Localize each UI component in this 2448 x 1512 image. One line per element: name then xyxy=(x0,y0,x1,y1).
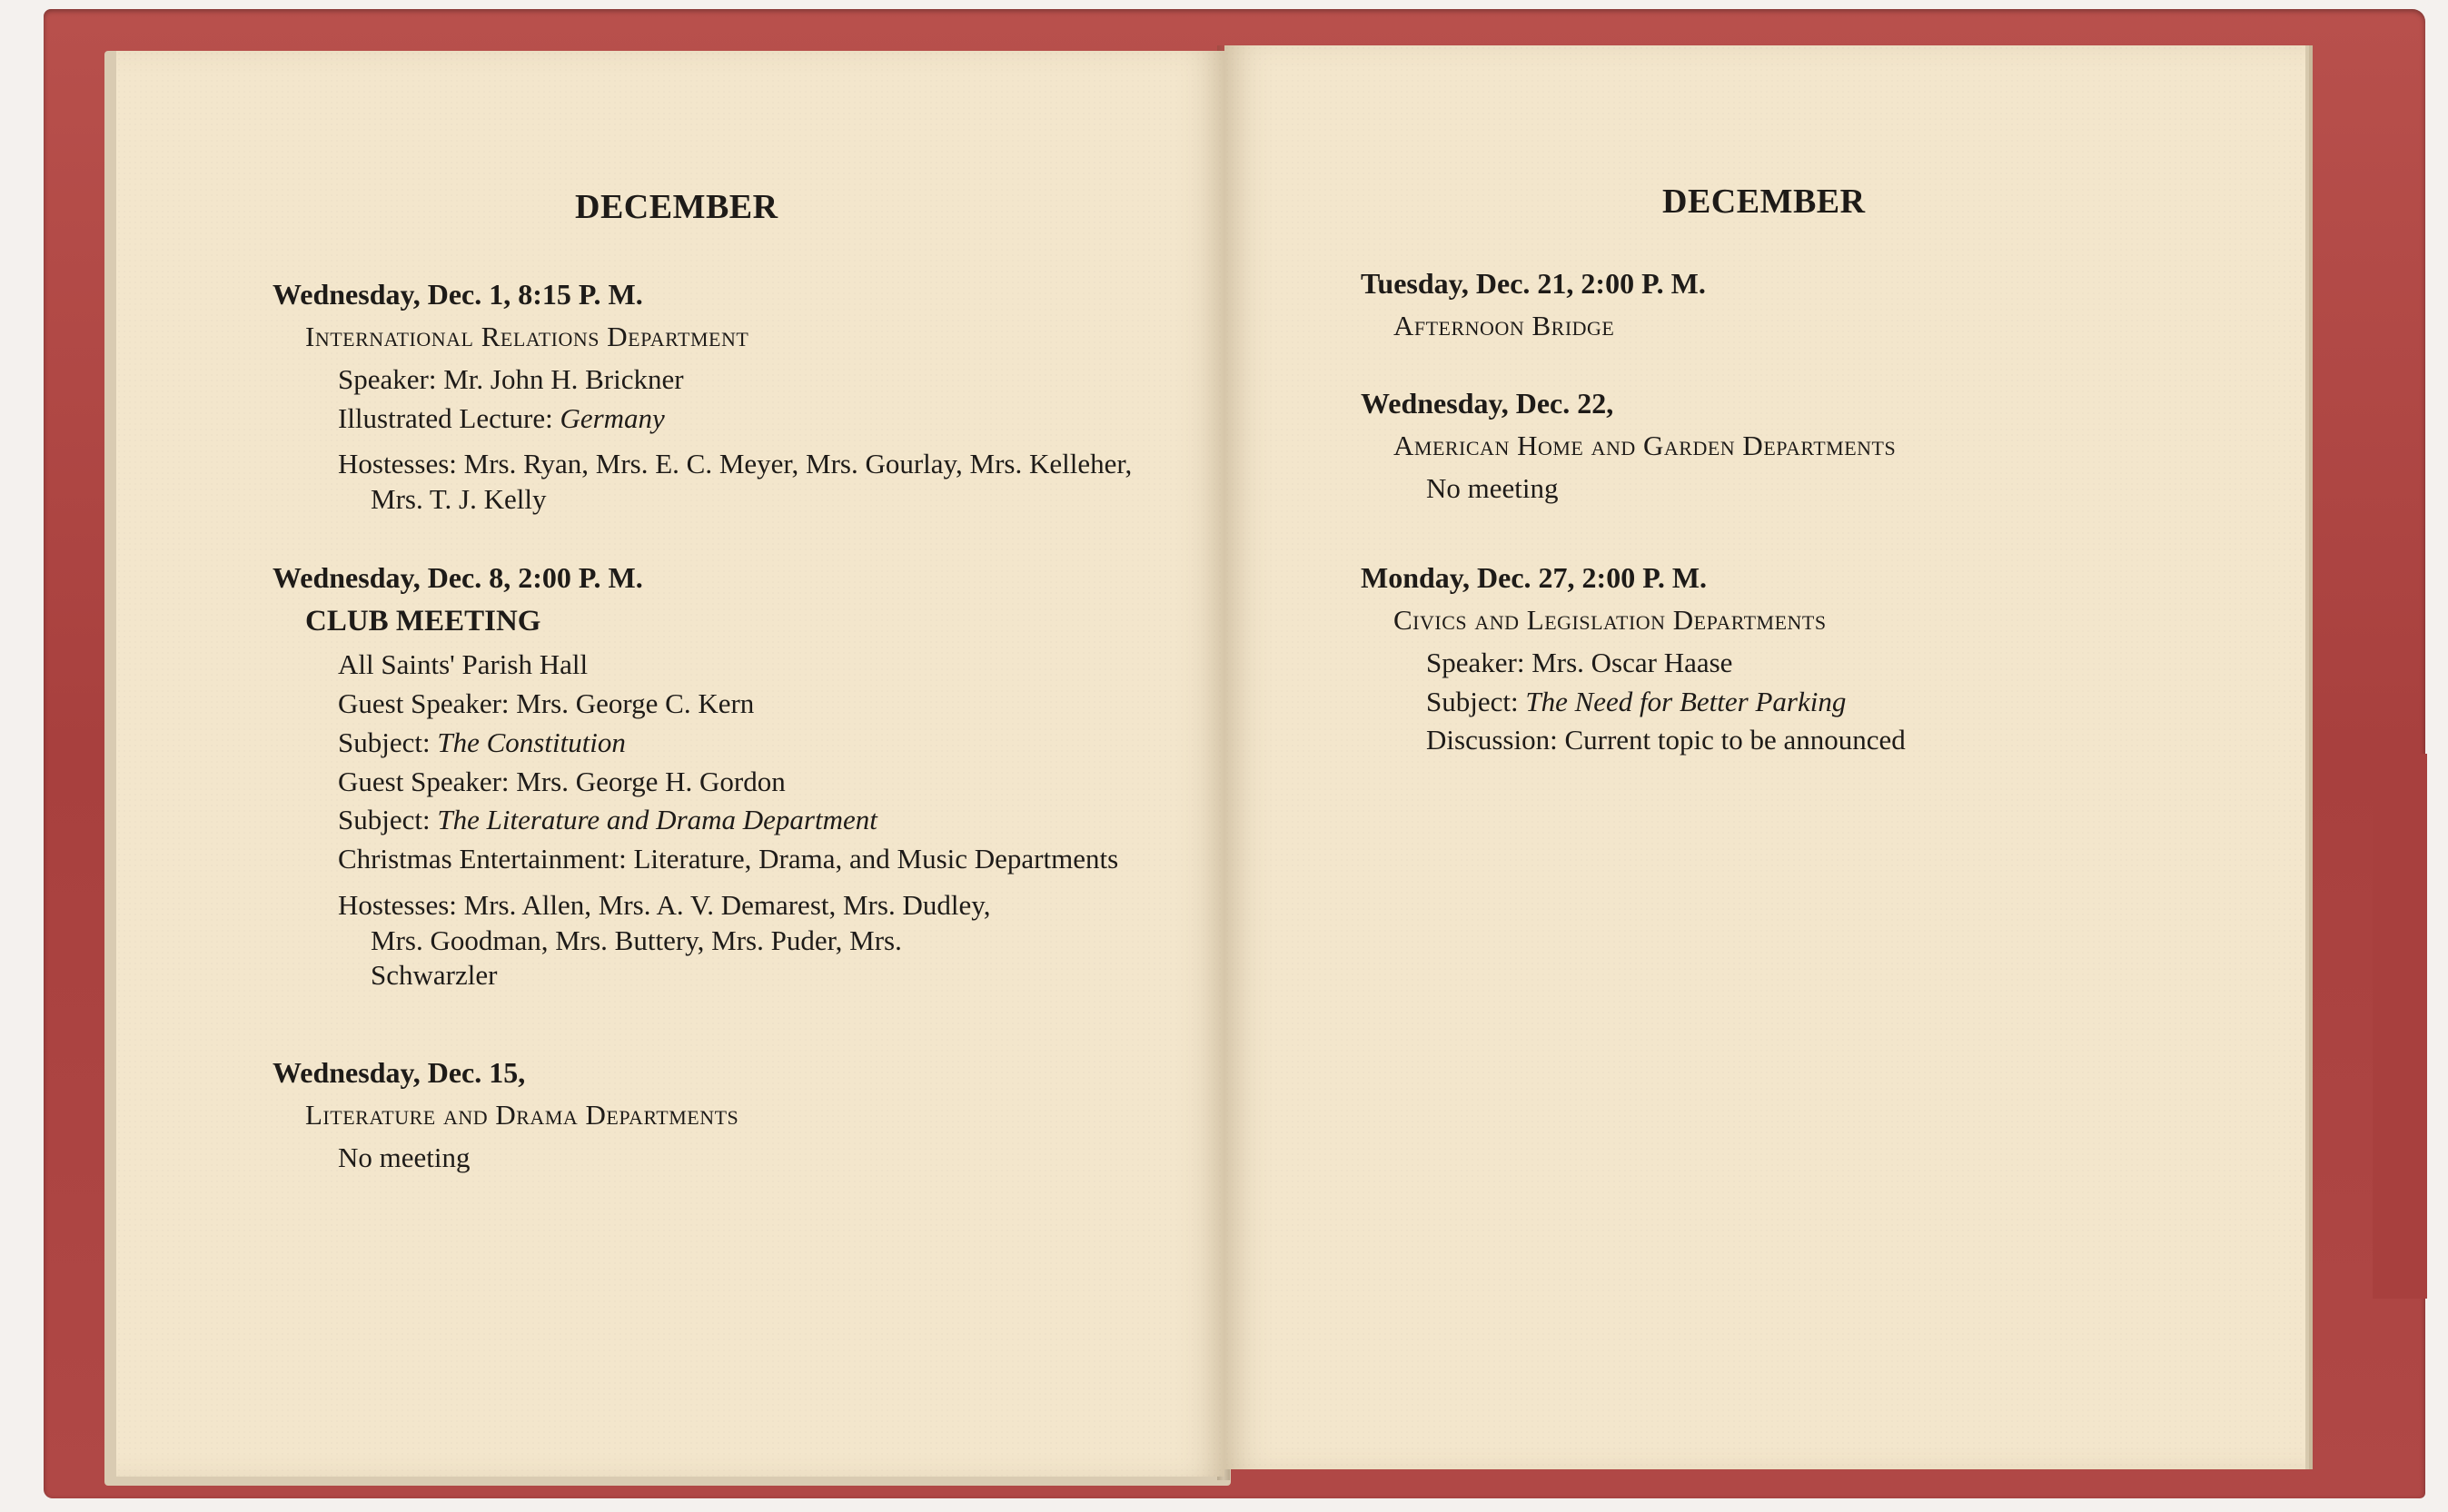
event-discussion xyxy=(1426,723,2287,758)
event-date: Wednesday, Dec. 8, 2:00 P. M. xyxy=(273,561,643,594)
event-guest-speaker-2 xyxy=(338,765,1226,800)
event-hostesses xyxy=(338,888,1025,993)
left-page xyxy=(116,51,1224,1477)
event-title: CLUB MEETING xyxy=(305,605,541,637)
subject-label: Subject: xyxy=(338,726,431,758)
guest-speaker-label: Guest Speaker: xyxy=(338,687,510,719)
event-subject xyxy=(1426,685,2287,720)
speaker-name: Mrs. Oscar Haase xyxy=(1531,646,1733,678)
guest-speaker-name: Mrs. George C. Kern xyxy=(516,687,755,719)
subject-title: The Constitution xyxy=(437,726,626,758)
guest-speaker-name: Mrs. George H. Gordon xyxy=(516,765,786,797)
subject-label: Subject: xyxy=(1426,685,1519,717)
speaker-name: Mr. John H. Brickner xyxy=(443,362,684,395)
entertainment-value: Literature, Drama, and Music Departments xyxy=(633,843,1119,875)
event-department: Civics and Legislation Departments xyxy=(1393,604,1827,636)
entertainment-label: Christmas Entertainment: xyxy=(338,843,627,875)
event-entry-dec-22 xyxy=(1361,385,2287,510)
hostesses-label: Hostesses: xyxy=(338,448,457,480)
event-speaker xyxy=(1426,646,2287,681)
event-date: Tuesday, Dec. 21, 2:00 P. M. xyxy=(1361,267,1706,300)
event-subject-2 xyxy=(338,803,1226,838)
event-speaker xyxy=(338,362,1226,398)
hostesses-names: Mrs. Allen, Mrs. A. V. Demarest, Mrs. Dudley, Mrs. Goodman, Mrs. Buttery, Mrs. Puder, Mrs. Schwarzler xyxy=(371,888,991,992)
discussion-value: Current topic to be announced xyxy=(1564,724,1906,756)
event-department: International Relations Department xyxy=(305,321,749,352)
event-note: No meeting xyxy=(338,1141,471,1173)
event-date: Wednesday, Dec. 22, xyxy=(1361,387,1614,420)
subject-title: The Literature and Drama Department xyxy=(437,804,877,836)
discussion-label: Discussion: xyxy=(1426,724,1558,756)
guest-speaker-label: Guest Speaker: xyxy=(338,765,510,797)
lecture-label: Illustrated Lecture: xyxy=(338,401,553,434)
event-date: Wednesday, Dec. 15, xyxy=(273,1056,526,1089)
page-heading: DECEMBER xyxy=(1662,183,1866,221)
event-entry-dec-8 xyxy=(273,559,1226,997)
hostesses-names: Mrs. Ryan, Mrs. E. C. Meyer, Mrs. Gourlay, Mrs. Kelleher, Mrs. T. J. Kelly xyxy=(371,448,1133,515)
event-date: Monday, Dec. 27, 2:00 P. M. xyxy=(1361,561,1708,594)
event-entry-dec-1 xyxy=(273,276,1226,521)
event-guest-speaker-1 xyxy=(338,687,1226,722)
event-date: Wednesday, Dec. 1, 8:15 P. M. xyxy=(273,278,643,311)
event-subject-1 xyxy=(338,726,1226,761)
event-location: All Saints' Parish Hall xyxy=(338,648,589,681)
subject-title: The Need for Better Parking xyxy=(1525,685,1847,717)
event-note: No meeting xyxy=(1426,471,1559,504)
event-hostesses xyxy=(338,447,1152,518)
page-heading: DECEMBER xyxy=(575,188,778,226)
event-lecture xyxy=(338,401,1226,437)
event-department: Literature and Drama Departments xyxy=(305,1099,739,1131)
hostesses-label: Hostesses: xyxy=(338,888,457,921)
event-department: Afternoon Bridge xyxy=(1393,310,1615,341)
lecture-title: Germany xyxy=(560,401,665,434)
event-entry-dec-21 xyxy=(1361,265,2287,351)
event-entry-dec-15 xyxy=(273,1054,1226,1180)
speaker-label: Speaker: xyxy=(338,362,437,395)
subject-label: Subject: xyxy=(338,804,431,836)
event-entry-dec-27 xyxy=(1361,559,2287,762)
right-page xyxy=(1224,45,2305,1469)
event-department: American Home and Garden Departments xyxy=(1393,430,1897,461)
speaker-label: Speaker: xyxy=(1426,646,1525,678)
event-entertainment xyxy=(338,842,1152,877)
